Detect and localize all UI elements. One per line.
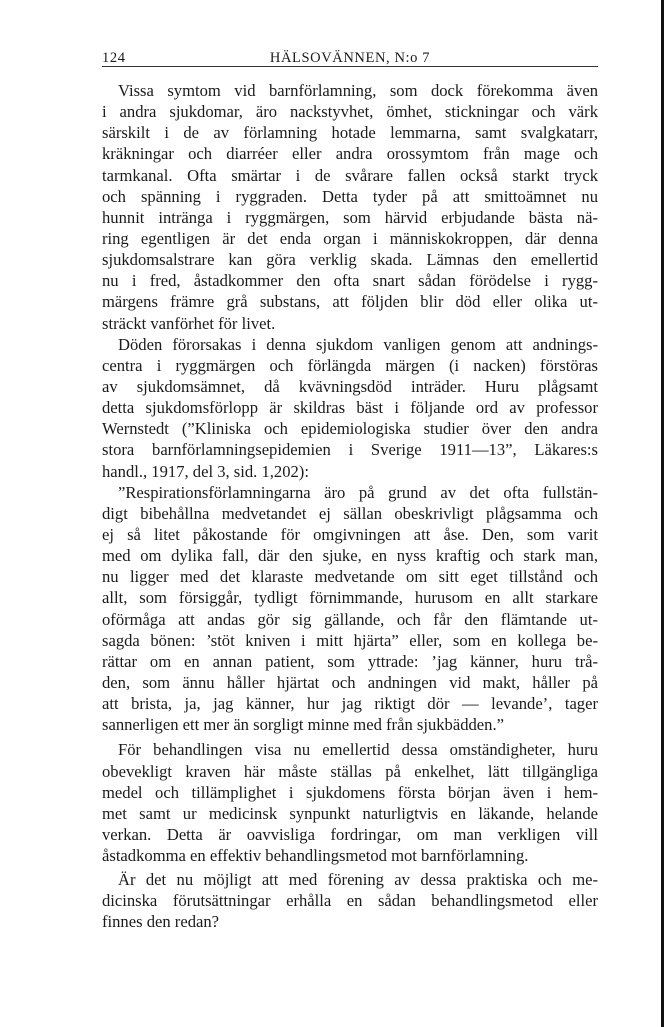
text-line: verkan. Detta är oavvisliga fordringar, om man verkligen vill xyxy=(102,824,598,844)
text-line: digt bibehållna medvetandet ej sällan obeskrivligt plågsamma och xyxy=(102,503,598,523)
text-line: av sjukdomsämnet, då kvävningsdöd inträder. Huru plågsamt xyxy=(102,376,598,396)
text-line: Wernstedt (”Kliniska och epidemiologiska studier över den andra xyxy=(102,419,598,439)
text-line: åstadkomma en effektiv behandlingsmetod mot barnförlamning. xyxy=(102,846,529,866)
text-line: tarmkanal. Ofta smärtar i de svårare fallen också starkt tryck xyxy=(102,165,598,185)
text-line: medel och tillämplighet i sjukdomens första början även i hem- xyxy=(102,782,598,802)
paragraph-treatment xyxy=(102,739,598,866)
text-line: Döden förorsakas i denna sjukdom vanligen genom att andnings- xyxy=(118,334,598,354)
text-line: Är det nu möjligt att med förening av dessa praktiska och me- xyxy=(118,870,598,890)
text-line: oförmåga att andas gör sig gällande, och får den flämtande ut- xyxy=(102,609,598,629)
text-line: Vissa symtom vid barnförlamning, som dock förekomma även xyxy=(118,81,598,100)
running-title: HÄLSOVÄNNEN, N:o 7 xyxy=(269,50,431,66)
text-line: nu ligger med det klaraste medvetande om sitt eget tillstånd och xyxy=(102,567,598,587)
text-line: märgens främre grå substans, att följden blir död eller olika ut- xyxy=(102,292,598,312)
text-line: särskilt i de av förlamning hotade lemmarna, samt svalgkatarr, xyxy=(102,123,598,143)
running-header xyxy=(102,44,598,67)
text-line: med om dylika fall, där den sjuke, en nyss kraftig och stark man, xyxy=(102,546,598,566)
text-line: att brista, ja, jag känner, hur jag riktigt dör — levande’, tager xyxy=(102,694,598,714)
text-line: sannerligen ett mer än sorgligt minne med från sjukbädden.” xyxy=(102,715,504,735)
text-line: sträckt vanförhet för livet. xyxy=(102,313,276,333)
text-line: i andra sjukdomar, äro nackstyvhet, ömhet, stickningar och värk xyxy=(102,102,598,122)
text-line: sagda bönen: ’stöt kniven i mitt hjärta” eller, som en kollega be- xyxy=(102,630,598,650)
text-line: ring egentligen är det enda organ i människokroppen, där denna xyxy=(102,228,598,248)
text-line: nu i fred, åstadkommer den ofta snart sådan förödelse i rygg- xyxy=(102,271,598,291)
text-line: hunnit intränga i ryggmärgen, som härvid erbjudande bästa nä- xyxy=(102,207,598,227)
text-line: sjukdomsalstrare kan göra verklig skada. Lämnas den emellertid xyxy=(102,250,598,270)
paragraph-quote xyxy=(102,482,598,736)
page-number: 124 xyxy=(102,50,126,66)
text-line: För behandlingen visa nu emellertid dessa omständigheter, huru xyxy=(118,740,598,760)
paragraph-symptoms xyxy=(102,80,598,334)
text-line: ej så litet påkostande för omgivningen att åse. Den, som varit xyxy=(102,524,598,544)
paragraph-death xyxy=(102,334,598,482)
text-line: finnes den redan? xyxy=(102,912,220,932)
paragraph-question xyxy=(102,869,598,932)
text-line: obevekligt kraven här måste ställas på enkelhet, lätt tillgängliga xyxy=(102,761,598,781)
text-line: och spänning i ryggraden. Detta tyder på att smittoämnet nu xyxy=(102,186,598,206)
text-line: met samt ur medicinsk synpunkt naturligtvis en läkande, helande xyxy=(102,803,598,823)
text-line: detta sjukdomsförlopp är skildras bäst i följande ord av professor xyxy=(102,398,598,418)
text-line: centra i ryggmärgen och förlängda märgen (i nacken) förstöras xyxy=(102,355,598,375)
text-line: dicinska förutsättningar erhålla en sådan behandlingsmetod eller xyxy=(102,891,598,911)
text-line: allt, som försiggår, tydligt förnimmande, hurusom en allt starkare xyxy=(102,588,598,608)
text-line: den, som ännu håller hjärtat och andningen vid makt, håller på xyxy=(102,672,598,692)
text-line: kräkningar och diarréer eller andra orossymtom från mage och xyxy=(102,144,598,164)
body-text xyxy=(102,80,598,933)
text-line: stora barnförlamningsepidemien i Sverige 1911—13”, Läkares:s xyxy=(102,440,598,460)
document-page xyxy=(102,44,598,933)
text-line: handl., 1917, del 3, sid. 1,202): xyxy=(102,461,309,481)
text-line: ”Respirationsförlamningarna äro på grund av det ofta fullstän- xyxy=(118,482,598,502)
text-line: rättar om en annan patient, som yttrade: ’jag känner, huru trå- xyxy=(102,651,598,671)
